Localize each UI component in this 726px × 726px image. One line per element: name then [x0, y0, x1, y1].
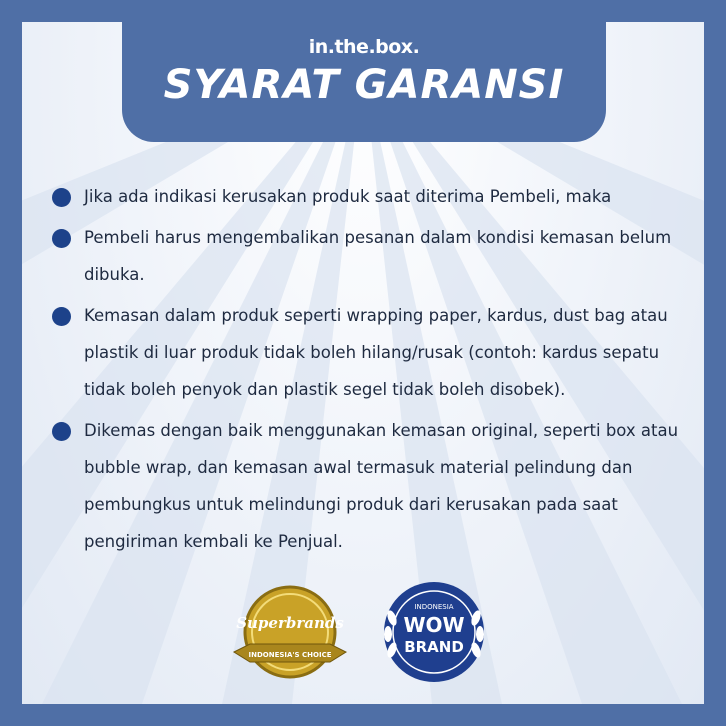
bullet-icon — [52, 307, 71, 326]
list-item — [52, 412, 692, 560]
superbrands-name: Superbrands — [236, 614, 344, 632]
award-badges — [22, 582, 704, 692]
wow-brand-badge — [384, 582, 484, 682]
wow-word: WOW — [403, 613, 465, 637]
bullet-icon — [52, 188, 71, 207]
term-text: Pembeli harus mengembalikan pesanan dalam kondisi kemasan belum dibuka. — [84, 228, 672, 284]
term-text: Jika ada indikasi kerusakan produk saat diterima Pembeli, maka — [84, 187, 612, 206]
brand-logo: in.the.box. — [308, 36, 420, 58]
superbrands-badge — [234, 587, 346, 677]
header-tab — [122, 22, 606, 142]
bullet-icon — [52, 422, 71, 441]
list-item — [52, 297, 692, 408]
poster-frame — [22, 22, 704, 704]
bullet-icon — [52, 229, 71, 248]
superbrands-ribbon: INDONESIA'S CHOICE — [248, 651, 332, 659]
page-title: SYARAT GARANSI — [163, 62, 565, 108]
wow-top-label: INDONESIA — [414, 603, 454, 611]
wow-bottom-label: BRAND — [404, 638, 464, 656]
term-text: Dikemas dengan baik menggunakan kemasan original, seperti box atau bubble wrap, dan kemasan awal termasuk material pelindung dan pembungkus untuk melindungi produk dari kerusakan pada saat pengiriman kembali ke Penjual. — [84, 421, 679, 551]
list-item — [52, 178, 692, 215]
list-item — [52, 219, 692, 293]
terms-list — [52, 178, 692, 564]
term-text: Kemasan dalam produk seperti wrapping paper, kardus, dust bag atau plastik di luar produk tidak boleh hilang/rusak (contoh: kardus sepatu tidak boleh penyok dan plastik segel tidak boleh disobek). — [84, 306, 668, 399]
